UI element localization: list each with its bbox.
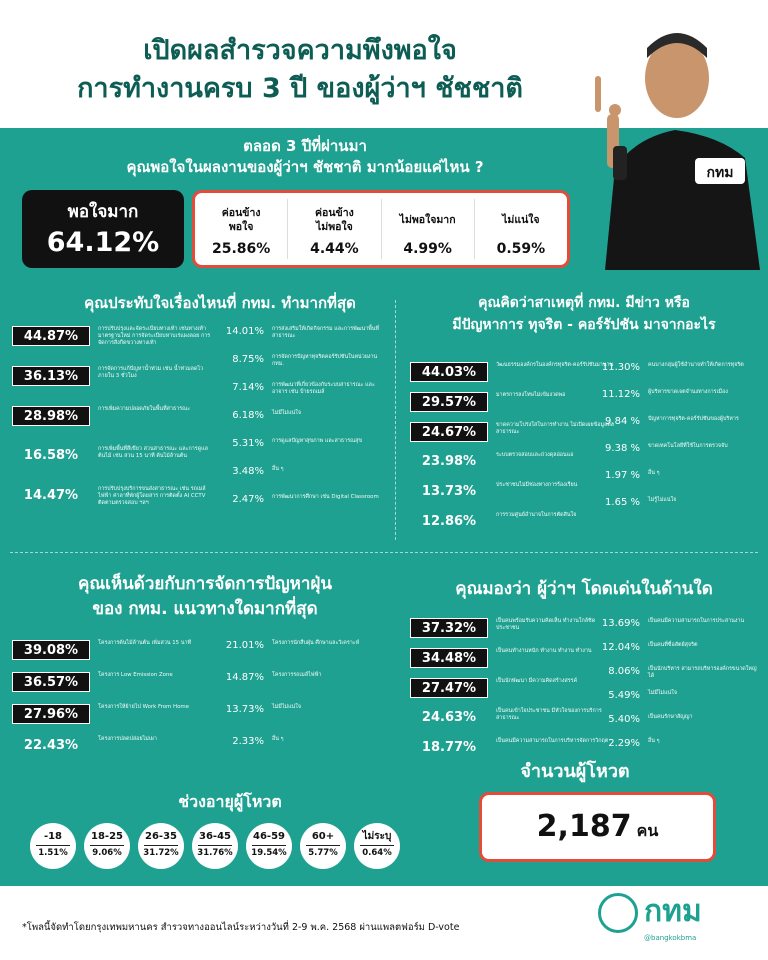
item-description: ไม่มีไม่แน่ใจ — [272, 410, 302, 416]
list-item — [216, 640, 384, 651]
percentage-value: 24.63% — [421, 710, 477, 725]
dust-heading: คุณเห็นด้วยกับการจัดการปัญหาฝุ่น ของ กทม. แนวทางใดมากที่สุด — [78, 574, 332, 619]
item-description: การส่งเสริมให้เกิดกิจกรรม และการพัฒนาพื้นที่สาธารณะ — [272, 326, 380, 339]
age-group: 60+ 5.77% — [300, 823, 346, 869]
item-description: ไม่มีไม่แน่ใจ — [272, 704, 302, 710]
list-item — [592, 470, 760, 481]
impressed-heading: คุณประทับใจเรื่องไหนที่ กทม. ทำมากที่สุด — [84, 294, 356, 312]
voter-count: 2,187 — [536, 809, 632, 844]
item-description: เป็นคนเข้าใจประชาชน มีหัวใจของการบริการสาธารณะ — [496, 708, 602, 721]
percentage-value: 37.32% — [410, 618, 488, 638]
percentage-value: 5.40% — [608, 714, 640, 725]
item-description: อื่น ๆ — [648, 738, 660, 744]
item-description: วัฒนธรรมองค์กรในองค์กรทุจริต-คอร์รัปชันมานาน — [496, 362, 614, 368]
item-description: โครงการ Low Emission Zone — [98, 672, 173, 678]
list-item — [12, 446, 218, 466]
percentage-value: 28.98% — [12, 406, 90, 426]
percentage-value: 24.67% — [410, 422, 488, 442]
percentage-value: 2.33% — [232, 736, 264, 747]
percentage-value: 23.98% — [421, 454, 477, 469]
percentage-value: 1.97 % — [605, 470, 640, 481]
list-item — [410, 708, 616, 728]
item-description: อื่น ๆ — [648, 470, 660, 476]
age-group: -18 1.51% — [30, 823, 76, 869]
footnote: *โพลนี้จัดทำโดยกรุงเทพมหานคร สำรวจทางออนไลน์ระหว่างวันที่ 2-9 พ.ค. 2568 ผ่านแพลตฟอร์ม D-vote — [22, 922, 460, 933]
item-description: การเพิ่มพื้นที่สีเขียว สวนสาธารณะ และการดูแลต้นไม้ เช่น สวน 15 นาที ต้นไม้ล้านต้น — [98, 446, 208, 459]
section-divider — [395, 300, 396, 540]
item-description: เป็นคนทำงานหนัก ทำงาน ทำงาน ทำงาน — [496, 648, 592, 654]
item-description: การรวมศูนย์อำนาจในการตัดสินใจ — [496, 512, 577, 518]
item-description: การปรับปรุงบริการขนส่งสาธารณะ เช่น รถเมล์ไฟฟ้า ศาลาที่พักผู้โดยสาร การติดตั้ง AI CCTV ติดตามตรวจสอบ ฯลฯ — [98, 486, 206, 506]
percentage-value: 12.86% — [421, 514, 477, 529]
very-satisfied-value: 64.12% — [46, 227, 160, 258]
item-description: โครงการรถเมล์ไฟฟ้า — [272, 672, 322, 678]
percentage-value: 34.48% — [410, 648, 488, 668]
item-description: เป็นนักบริหาร สามารถบริหารองค์กรขนาดใหญ่ได้ — [648, 666, 757, 679]
list-item — [592, 443, 760, 454]
satisfaction-cell: ไม่พอใจมาก 4.99% — [382, 199, 475, 259]
age-group: ไม่ระบุ 0.64% — [354, 823, 400, 869]
list-item — [410, 482, 616, 502]
list-item — [592, 642, 760, 653]
satisfaction-question: ตลอด 3 ปีที่ผ่านมา คุณพอใจในผลงานของผู้ว่าฯ ชัชชาติ มากน้อยแค่ไหน ? — [126, 137, 484, 176]
percentage-value: 8.75% — [232, 354, 264, 365]
item-description: ผู้บริหารขาดเจตจำนงทางการเมือง — [648, 389, 728, 395]
item-description: อื่น ๆ — [272, 466, 284, 472]
item-description: ปัญหาการทุจริต-คอร์รัปชันของผู้บริหาร — [648, 416, 739, 422]
list-item — [410, 738, 616, 758]
list-item — [592, 389, 760, 400]
age-group: 46-59 19.54% — [246, 823, 292, 869]
voter-unit: คน — [636, 821, 659, 840]
list-item — [410, 512, 616, 532]
voter-heading: จำนวนผู้โหวต — [520, 761, 630, 782]
item-description: ไม่มีไม่แน่ใจ — [648, 690, 678, 696]
item-description: เป็นคนมีความสามารถในการบริหารจัดการวิกฤต — [496, 738, 609, 744]
item-description: เป็นคนพร้อมรับความคิดเห็น ทำงานใกล้ชิดประชาชน — [496, 618, 596, 631]
percentage-value: 13.73% — [225, 704, 264, 715]
item-description: อื่น ๆ — [272, 736, 284, 742]
item-description: โครงการต้นไม้ล้านต้น เพิ่มสวน 15 นาที — [98, 640, 192, 646]
list-item — [216, 438, 384, 449]
list-item — [216, 354, 384, 368]
list-item — [410, 648, 616, 668]
item-description: ขาดความโปร่งใสในการทำงาน ไม่เปิดเผยข้อมูลต่อสาธารณะ — [496, 422, 615, 435]
percentage-value: 14.87% — [225, 672, 264, 683]
satisfaction-breakdown — [192, 190, 570, 268]
item-description: มาตรการลงโทษไม่เข้มงวดพอ — [496, 392, 566, 398]
list-item — [216, 704, 384, 715]
item-description: เป็นคนมีความสามารถในการประสานงาน — [648, 618, 745, 624]
percentage-value: 44.87% — [12, 326, 90, 346]
list-item — [592, 362, 760, 373]
social-handle: @bangkokbma — [644, 934, 697, 942]
percentage-value: 36.57% — [12, 672, 90, 692]
percentage-value: 16.58% — [23, 448, 79, 463]
list-item — [410, 422, 616, 442]
very-satisfied-label: พอใจมาก — [67, 202, 139, 222]
list-item — [592, 714, 760, 725]
list-item — [12, 366, 218, 386]
list-item — [592, 416, 760, 427]
percentage-value: 44.03% — [410, 362, 488, 382]
list-item — [410, 362, 616, 382]
percentage-value: 5.49% — [608, 690, 640, 701]
list-item — [216, 466, 384, 477]
percentage-value: 13.73% — [421, 484, 477, 499]
item-description: การพัฒนาการศึกษา เช่น Digital Classroom — [272, 494, 379, 500]
percentage-value: 11.12% — [601, 389, 640, 400]
list-item — [216, 672, 384, 683]
percentage-value: 5.31% — [232, 438, 264, 449]
section-divider — [10, 552, 758, 553]
percentage-value: 22.43% — [23, 738, 79, 753]
percentage-value: 9.38 % — [605, 443, 640, 454]
item-description: คนบางกลุ่มผู้ใช้อำนาจทำให้เกิดการทุจริต — [648, 362, 744, 368]
percentage-value: 14.47% — [23, 488, 79, 503]
list-item — [592, 497, 760, 508]
percentage-value: 2.47% — [232, 494, 264, 505]
item-description: การเพิ่มความปลอดภัยในพื้นที่สาธารณะ — [98, 406, 191, 412]
percentage-value: 2.29% — [608, 738, 640, 749]
list-item — [410, 452, 616, 472]
percentage-value: 3.48% — [232, 466, 264, 477]
percentage-value: 27.47% — [410, 678, 488, 698]
percentage-value: 8.06% — [608, 666, 640, 677]
percentage-value: 9.84 % — [605, 416, 640, 427]
item-description: การพัฒนาที่เกี่ยวข้องกับระบบสาธารณะ และอาจาร เช่น ป้ายรถเมล์ — [272, 382, 375, 395]
item-description: โครงการนักสืบฝุ่น ศึกษาและวิเคราะห์ — [272, 640, 360, 646]
list-item — [12, 406, 218, 426]
percentage-value: 7.14% — [232, 382, 264, 393]
item-description: เป็นคนรักษาสัญญา — [648, 714, 693, 720]
list-item — [12, 704, 218, 724]
list-item — [592, 618, 760, 629]
very-satisfied-box — [22, 190, 184, 268]
bma-seal-icon — [598, 893, 638, 933]
list-item — [592, 738, 760, 749]
item-description: เป็นคนที่ซื่อสัตย์สุจริต — [648, 642, 698, 648]
item-description: โครงการปลดปล่อยไม่เผา — [98, 736, 157, 742]
svg-text:กทม: กทม — [706, 165, 734, 181]
list-item — [12, 486, 218, 507]
corruption-heading: คุณคิดว่าสาเหตุที่ กทม. มีข่าว หรือ มีปัญหาการ ทุจริต - คอร์รัปชัน มาจากอะไร — [452, 295, 716, 333]
satisfaction-cell: ค่อนข้าง ไม่พอใจ 4.44% — [288, 199, 381, 259]
list-item — [12, 640, 218, 660]
percentage-value: 1.65 % — [605, 497, 640, 508]
outstanding-heading: คุณมองว่า ผู้ว่าฯ โดดเด่นในด้านใด — [455, 579, 713, 599]
age-groups — [30, 823, 400, 869]
list-item — [592, 666, 760, 680]
percentage-value: 39.08% — [12, 640, 90, 660]
age-group: 36-45 31.76% — [192, 823, 238, 869]
list-item — [592, 690, 760, 701]
item-description: โครงการให้ย้ายไป Work From Home — [98, 704, 189, 710]
list-item — [216, 326, 384, 340]
list-item — [216, 410, 384, 421]
governor-photo — [585, 18, 768, 270]
percentage-value: 27.96% — [12, 704, 90, 724]
item-description: การดูแลปัญหาสุขภาพ และสาธารณสุข — [272, 438, 363, 444]
percentage-value: 14.01% — [225, 326, 264, 337]
satisfaction-cell: ค่อนข้าง พอใจ 25.86% — [195, 199, 288, 259]
list-item — [216, 736, 384, 747]
percentage-value: 12.04% — [601, 642, 640, 653]
percentage-value: 29.57% — [410, 392, 488, 412]
list-item — [216, 494, 384, 505]
list-item — [12, 672, 218, 692]
item-description: การปรับปรุงและจัดระเบียบทางเท้า เช่นทางเท้ามาตรฐานใหม่ การจัดระเบียบหาบเร่แผงลอย การจัดการสิ่งกีดขวางทางเท้า — [98, 326, 211, 346]
percentage-value: 36.13% — [12, 366, 90, 386]
list-item — [410, 678, 616, 698]
percentage-value: 21.01% — [225, 640, 264, 651]
list-item — [410, 392, 616, 412]
percentage-value: 6.18% — [232, 410, 264, 421]
item-description: ระบบตรวจสอบและถ่วงดุลอ่อนแอ — [496, 452, 574, 458]
item-description: ไม่รู้ไม่แน่ใจ — [648, 497, 677, 503]
percentage-value: 13.69% — [601, 618, 640, 629]
list-item — [12, 736, 218, 756]
list-item — [216, 382, 384, 396]
list-item — [410, 618, 616, 638]
list-item — [12, 326, 218, 347]
bma-logo-text: กทม — [644, 894, 702, 929]
item-description: ขาดเทคโนโลยีที่ใช้ในการตรวจจับ — [648, 443, 728, 449]
percentage-value: 18.77% — [421, 740, 477, 755]
age-group: 18-25 9.06% — [84, 823, 130, 869]
item-description: การจัดการแก้ปัญหาน้ำท่วม เช่น น้ำท่วมลดไวภายใน 3 ชั่วโมง — [98, 366, 204, 379]
age-group: 26-35 31.72% — [138, 823, 184, 869]
item-description: การจัดการปัญหาทุจริตคอร์รัปชันในหน่วยงาน กทม. — [272, 354, 378, 367]
satisfaction-cell: ไม่แน่ใจ 0.59% — [496, 214, 546, 257]
item-description: ประชาชนไม่มีช่องทางการร้องเรียน — [496, 482, 578, 488]
item-description: เป็นนักพัฒนา มีความคิดสร้างสรรค์ — [496, 678, 578, 684]
percentage-value: 11.30% — [601, 362, 640, 373]
page-title: เปิดผลสำรวจความพึงพอใจ การทำงานครบ 3 ปี ของผู้ว่าฯ ชัชชาติ — [77, 35, 523, 104]
voter-count-box — [479, 792, 716, 862]
age-heading: ช่วงอายุผู้โหวต — [178, 792, 282, 811]
